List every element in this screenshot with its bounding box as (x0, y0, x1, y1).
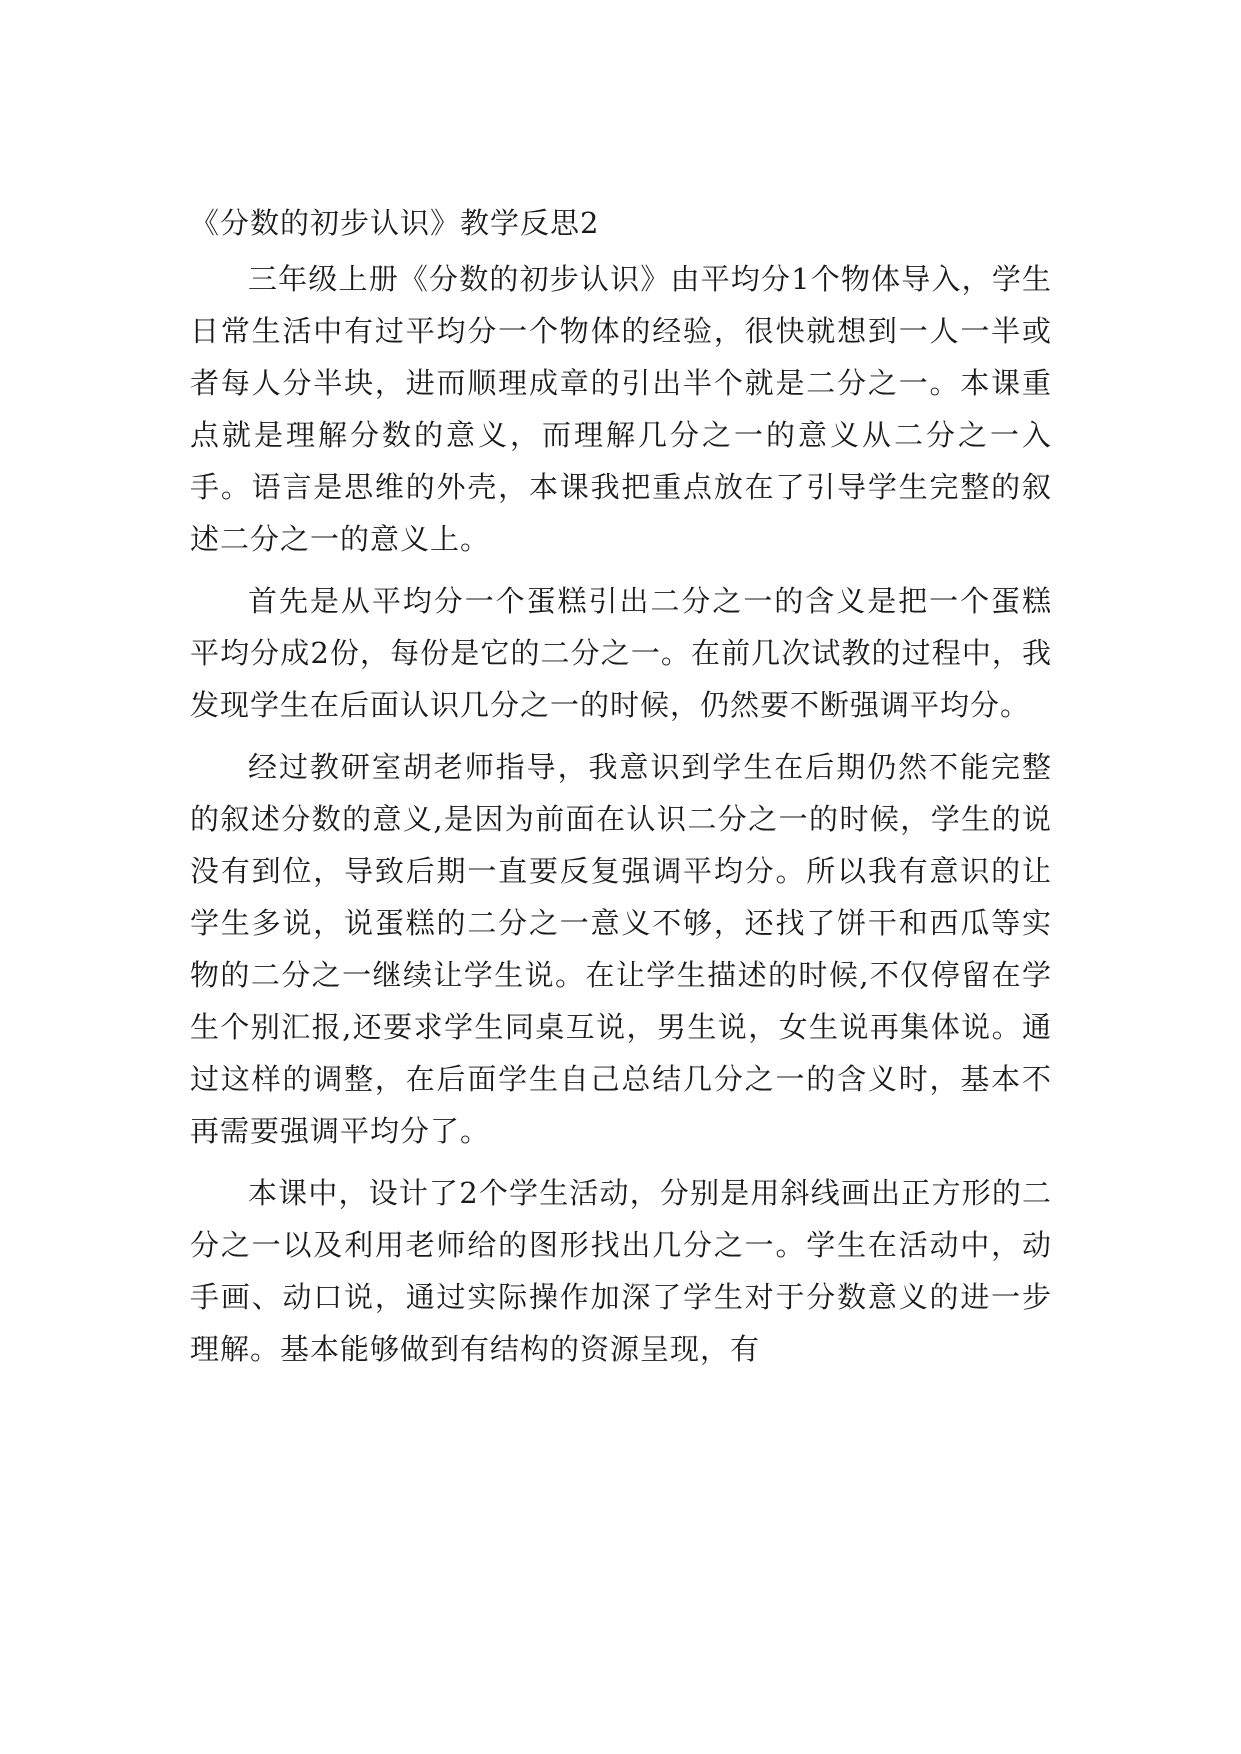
paragraph-1: 三年级上册《分数的初步认识》由平均分1个物体导入，学生日常生活中有过平均分一个物体的经验，很快就想到一人一半或者每人分半块，进而顺理成章的引出半个就是二分之一。本课重点就是理解分数的意义，而理解几分之一的意义从二分之一入手。语言是思维的外壳，本课我把重点放在了引导学生完整的叙述二分之一的意义上。 (190, 262, 1052, 556)
document-page (190, 203, 1052, 1385)
paragraph-4: 本课中，设计了2个学生活动，分别是用斜线画出正方形的二分之一以及利用老师给的图形找出几分之一。学生在活动中，动手画、动口说，通过实际操作加深了学生对于分数意义的进一步理解。基本能够做到有结构的资源呈现，有 (190, 1176, 1052, 1366)
paragraph-2: 首先是从平均分一个蛋糕引出二分之一的含义是把一个蛋糕平均分成2份，每份是它的二分之一。在前几次试教的过程中，我发现学生在后面认识几分之一的时候，仍然要不断强调平均分。 (190, 584, 1052, 722)
document-title: 《分数的初步认识》教学反思2 (190, 206, 600, 240)
paragraph-3: 经过教研室胡老师指导，我意识到学生在后期仍然不能完整的叙述分数的意义,是因为前面在认识二分之一的时候，学生的说没有到位，导致后期一直要反复强调平均分。所以我有意识的让学生多说，说蛋糕的二分之一意义不够，还找了饼干和西瓜等实物的二分之一继续让学生说。在让学生描述的时候,不仅停留在学生个别汇报,还要求学生同桌互说，男生说，女生说再集体说。通过这样的调整，在后面学生自己总结几分之一的含义时，基本不再需要强调平均分了。 (190, 750, 1052, 1148)
